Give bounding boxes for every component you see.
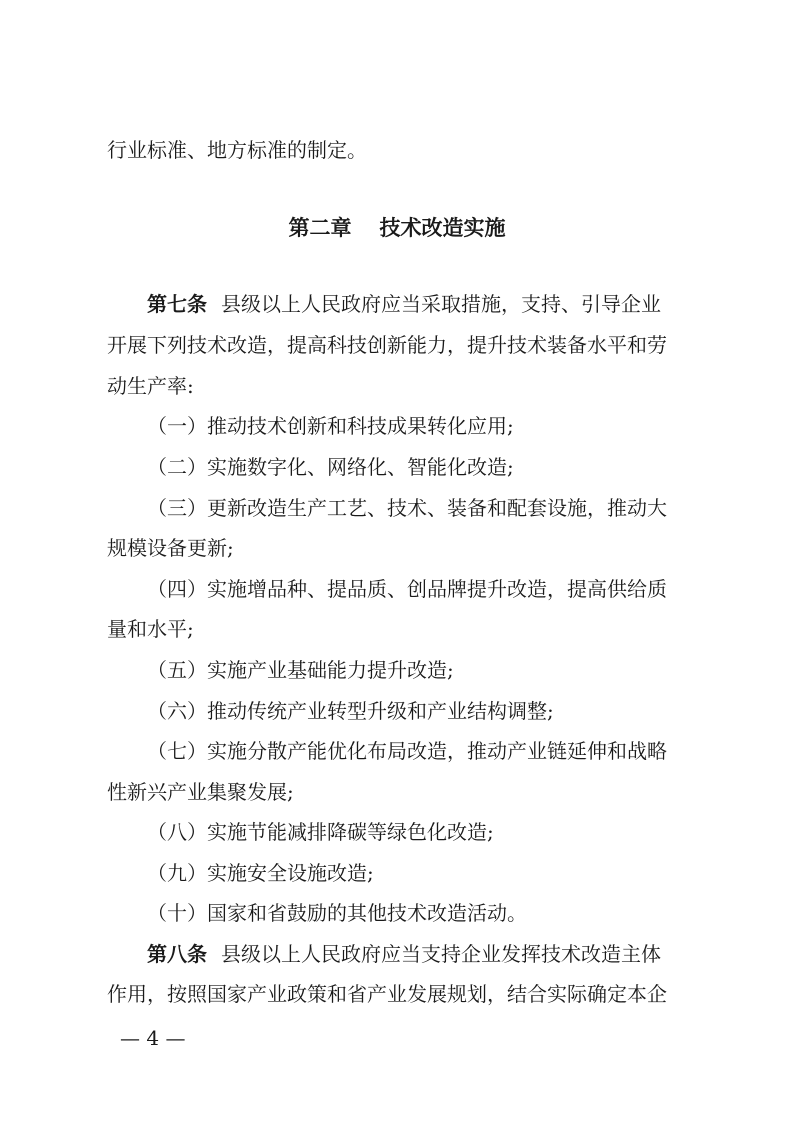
chapter-heading: [0, 214, 794, 242]
list-item-3-line-1: （三）更新改造生产工艺、技术、装备和配套设施，推动大: [147, 496, 667, 520]
article-8-line-2: 作用，按照国家产业政策和省产业发展规划，结合实际确定本企: [107, 982, 667, 1006]
list-item-4-line-2: 量和水平;: [107, 617, 194, 641]
list-item-10: （十）国家和省鼓励的其他技术改造活动。: [147, 901, 527, 925]
article-7-line-2: 开展下列技术改造，提高科技创新能力，提升技术装备水平和劳: [107, 333, 667, 357]
list-item-7-line-2: 性新兴产业集聚发展;: [107, 780, 294, 804]
article-7-text: 县级以上人民政府应当采取措施，支持、引导企业: [221, 292, 661, 316]
list-item-3-line-2: 规模设备更新;: [107, 536, 234, 560]
list-item-5: （五）实施产业基础能力提升改造;: [147, 658, 454, 682]
list-item-6: （六）推动传统产业转型升级和产业结构调整;: [147, 699, 554, 723]
article-8-line-1: [147, 940, 661, 968]
list-item-7-line-1: （七）实施分散产能优化布局改造，推动产业链延伸和战略: [147, 739, 667, 763]
list-item-8: （八）实施节能减排降碳等绿色化改造;: [147, 820, 494, 844]
page-number: — 4 —: [120, 1026, 186, 1050]
chapter-number: 第二章: [288, 216, 352, 240]
continuation-line: 行业标准、地方标准的制定。: [107, 138, 367, 162]
article-7-number: 第七条: [147, 292, 207, 316]
article-8-text: 县级以上人民政府应当支持企业发挥技术改造主体: [221, 942, 661, 966]
list-item-2: （二）实施数字化、网络化、智能化改造;: [147, 455, 514, 479]
list-item-4-line-1: （四）实施增品种、提品质、创品牌提升改造，提高供给质: [147, 577, 667, 601]
list-item-1: （一）推动技术创新和科技成果转化应用;: [147, 414, 514, 438]
list-item-9: （九）实施安全设施改造;: [147, 861, 374, 885]
article-7-line-3: 动生产率:: [107, 374, 194, 398]
chapter-title: 技术改造实施: [379, 216, 506, 240]
article-7-line-1: [147, 290, 661, 318]
article-8-number: 第八条: [147, 942, 207, 966]
